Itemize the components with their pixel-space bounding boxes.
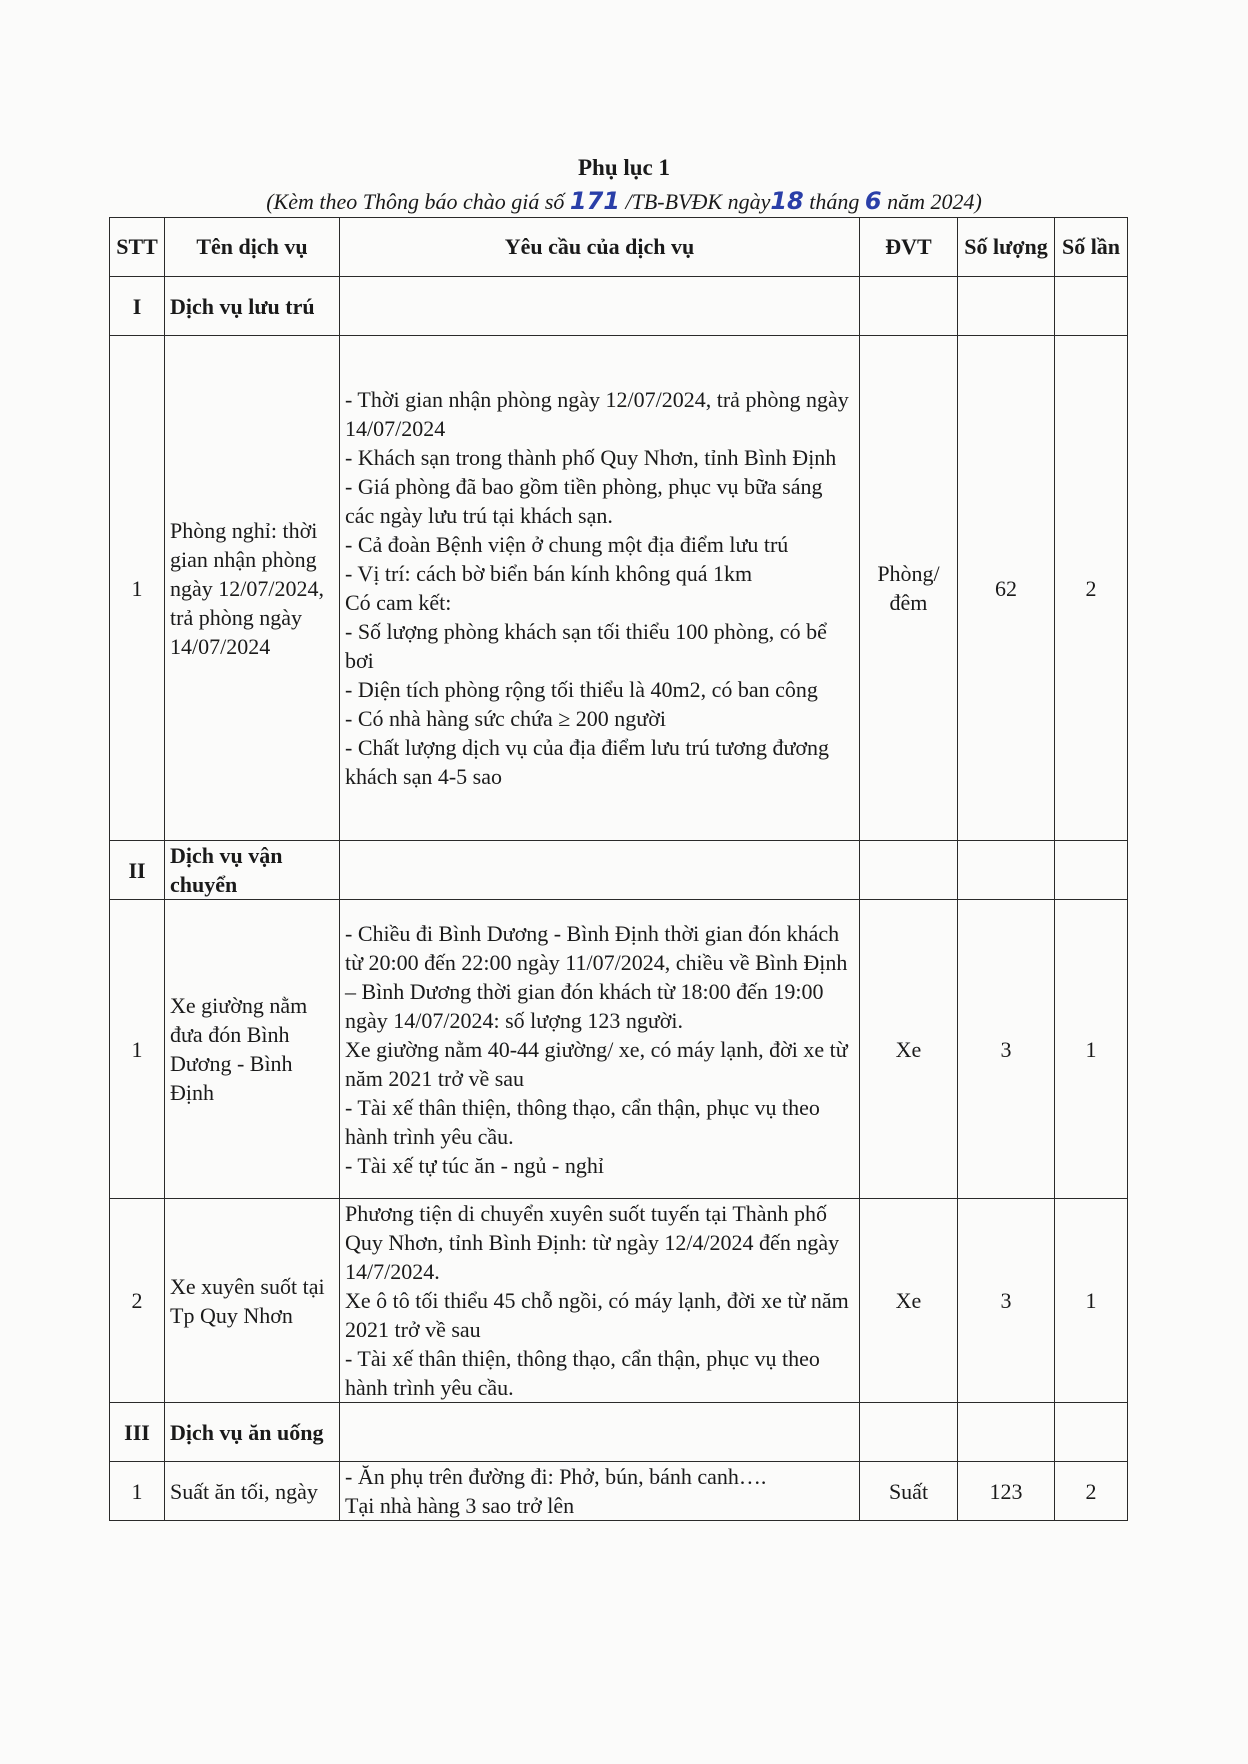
section-code: II xyxy=(110,841,165,900)
requirement-line: - Khách sạn trong thành phố Quy Nhơn, tỉnh Bình Định xyxy=(345,445,837,470)
requirement-line: - Vị trí: cách bờ biển bán kính không quá 1km xyxy=(345,561,753,586)
requirement-line: Phương tiện di chuyển xuyên suốt tuyến tại Thành phố Quy Nhơn, tỉnh Bình Định: từ ngày 12/4/2024 đến ngày 14/7/2024. xyxy=(345,1201,840,1284)
table-header-row xyxy=(110,218,1128,277)
section-code: III xyxy=(110,1403,165,1462)
item-times: 1 xyxy=(1055,900,1128,1199)
item-unit: Xe xyxy=(860,900,958,1199)
requirement-line: - Diện tích phòng rộng tối thiểu là 40m2, có ban công xyxy=(345,677,818,702)
services-table xyxy=(109,217,1128,1521)
requirement-line: - Số lượng phòng khách sạn tối thiểu 100 phòng, có bể bơi xyxy=(345,619,827,673)
item-name: Xe xuyên suốt tại Tp Quy Nhơn xyxy=(165,1199,340,1403)
item-stt: 2 xyxy=(110,1199,165,1403)
handwritten-day: 18 xyxy=(770,187,804,215)
requirement-line: - Chiều đi Bình Dương - Bình Định thời gian đón khách từ 20:00 đến 22:00 ngày 11/07/2024, chiều về Bình Định – Bình Dương thời gian đón khách từ 18:00 đến 19:00 ngày 14/07/2024: số lượng 123 người. xyxy=(345,920,848,1033)
item-unit: Phòng/ đêm xyxy=(860,336,958,841)
item-quantity: 3 xyxy=(958,1199,1055,1403)
item-times: 2 xyxy=(1055,1462,1128,1521)
section-title: Dịch vụ lưu trú xyxy=(165,277,340,336)
item-quantity: 62 xyxy=(958,336,1055,841)
item-times: 2 xyxy=(1055,336,1128,841)
item-requirements xyxy=(340,336,860,841)
section-title: Dịch vụ ăn uống xyxy=(165,1403,340,1462)
header-service-name: Tên dịch vụ xyxy=(165,218,340,277)
section-row xyxy=(110,1403,1128,1462)
item-stt: 1 xyxy=(110,336,165,841)
item-unit: Suất xyxy=(860,1462,958,1521)
item-times: 1 xyxy=(1055,1199,1128,1403)
table-row xyxy=(110,1462,1128,1521)
header-times: Số lần xyxy=(1055,218,1128,277)
requirement-line: Xe giường nằm 40-44 giường/ xe, có máy lạnh, đời xe từ năm 2021 trở về sau xyxy=(345,1036,848,1091)
section-title: Dịch vụ vận chuyển xyxy=(165,841,340,900)
requirement-line: Tại nhà hàng 3 sao trở lên xyxy=(345,1493,575,1518)
section-row xyxy=(110,841,1128,900)
requirement-line: - Chất lượng dịch vụ của địa điểm lưu trú tương đương khách sạn 4-5 sao xyxy=(345,735,830,789)
item-name: Phòng nghỉ: thời gian nhận phòng ngày 12/07/2024, trả phòng ngày 14/07/2024 xyxy=(165,336,340,841)
item-name: Xe giường nằm đưa đón Bình Dương - Bình Định xyxy=(165,900,340,1199)
item-stt: 1 xyxy=(110,900,165,1199)
header-quantity: Số lượng xyxy=(958,218,1055,277)
item-unit: Xe xyxy=(860,1199,958,1403)
item-requirements xyxy=(340,1462,860,1521)
appendix-title: Phụ lục 1 xyxy=(577,155,671,180)
requirement-line: - Ăn phụ trên đường đi: Phở, bún, bánh canh…. xyxy=(345,1464,767,1489)
header-unit: ĐVT xyxy=(860,218,958,277)
subtitle-prefix: (Kèm theo Thông báo chào giá số xyxy=(266,189,570,214)
requirement-line: - Có nhà hàng sức chứa ≥ 200 người xyxy=(345,706,666,731)
item-requirements xyxy=(340,900,860,1199)
requirement-line: Có cam kết: xyxy=(345,590,452,615)
requirement-line: - Tài xế thân thiện, thông thạo, cẩn thận, phục vụ theo hành trình yêu cầu. xyxy=(345,1094,820,1149)
header-requirement: Yêu cầu của dịch vụ xyxy=(340,218,860,277)
subtitle-month-label: tháng xyxy=(803,189,865,214)
item-requirements xyxy=(340,1199,860,1403)
appendix-subtitle xyxy=(0,187,1248,215)
item-stt: 1 xyxy=(110,1462,165,1521)
requirement-line: Xe ô tô tối thiểu 45 chỗ ngồi, có máy lạnh, đời xe từ năm 2021 trở về sau xyxy=(345,1288,849,1342)
subtitle-suffix: năm 2024) xyxy=(881,189,982,214)
requirement-line: - Tài xế thân thiện, thông thạo, cẩn thận, phục vụ theo hành trình yêu cầu. xyxy=(345,1346,820,1400)
section-row xyxy=(110,277,1128,336)
requirement-line: - Cả đoàn Bệnh viện ở chung một địa điểm lưu trú xyxy=(345,532,789,557)
table-row xyxy=(110,1199,1128,1403)
requirement-line: - Thời gian nhận phòng ngày 12/07/2024, trả phòng ngày 14/07/2024 xyxy=(345,387,849,441)
table-row xyxy=(110,336,1128,841)
subtitle-mid: /TB-BVĐK ngày xyxy=(620,189,771,214)
item-quantity: 3 xyxy=(958,900,1055,1199)
handwritten-month: 6 xyxy=(864,187,882,215)
item-name: Suất ăn tối, ngày xyxy=(165,1462,340,1521)
table-row xyxy=(110,900,1128,1199)
section-code: I xyxy=(110,277,165,336)
requirement-line: - Tài xế tự túc ăn - ngủ - nghỉ xyxy=(345,1152,604,1178)
header-stt: STT xyxy=(110,218,165,277)
requirement-line: - Giá phòng đã bao gồm tiền phòng, phục vụ bữa sáng các ngày lưu trú tại khách sạn. xyxy=(345,474,823,528)
handwritten-doc-number: 171 xyxy=(569,187,621,215)
item-quantity: 123 xyxy=(958,1462,1055,1521)
